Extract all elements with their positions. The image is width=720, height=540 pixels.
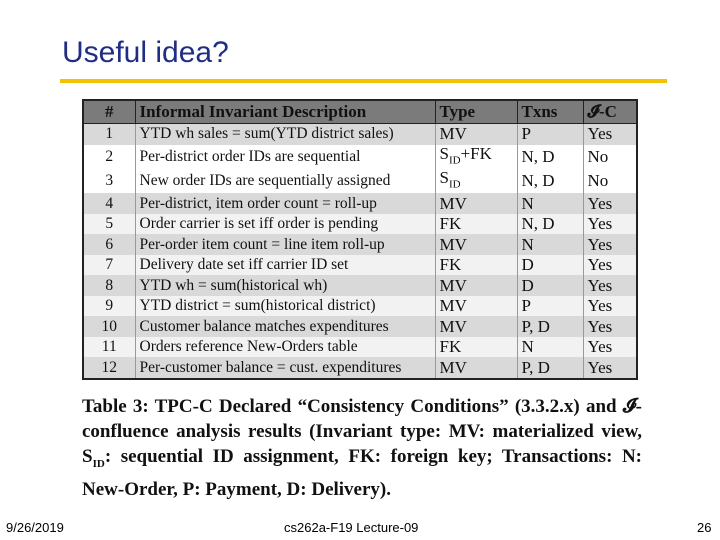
row-num: 6	[83, 234, 135, 255]
caption-ic-symbol: 𝓘	[622, 396, 636, 417]
row-num: 12	[83, 357, 135, 379]
row-txns: N	[517, 234, 583, 255]
row-ic: Yes	[583, 255, 637, 276]
row-ic: Yes	[583, 296, 637, 317]
footer-page-number: 26	[697, 520, 712, 535]
type-tail: +FK	[460, 144, 492, 163]
row-num: 7	[83, 255, 135, 276]
row-ic: Yes	[583, 275, 637, 296]
table-row	[83, 214, 637, 235]
table-row	[83, 145, 637, 169]
row-type	[435, 169, 517, 193]
caption-part-1: Table 3: TPC-C Declared “Consistency Conditions” (3.3.2.x) and	[82, 396, 623, 417]
header-description: Informal Invariant Description	[135, 100, 435, 124]
caption-sub: ID	[92, 457, 105, 470]
header-ic: 𝓘-C	[583, 100, 637, 124]
table-row	[83, 357, 637, 379]
row-description: YTD district = sum(historical district)	[135, 296, 435, 317]
row-num: 10	[83, 316, 135, 337]
row-type: MV	[435, 357, 517, 379]
row-num: 3	[83, 169, 135, 193]
row-txns: P, D	[517, 316, 583, 337]
row-type	[435, 145, 517, 169]
row-description: Customer balance matches expenditures	[135, 316, 435, 337]
row-txns: N, D	[517, 169, 583, 193]
table-row	[83, 255, 637, 276]
row-description: Order carrier is set iff order is pending	[135, 214, 435, 235]
row-txns: N	[517, 193, 583, 214]
row-type: MV	[435, 275, 517, 296]
type-main: S	[439, 144, 449, 163]
row-txns: P, D	[517, 357, 583, 379]
row-num: 11	[83, 337, 135, 358]
row-txns: P	[517, 296, 583, 317]
row-ic: Yes	[583, 357, 637, 379]
footer-date: 9/26/2019	[6, 520, 64, 535]
row-type: FK	[435, 337, 517, 358]
row-description: Per-district, item order count = roll-up	[135, 193, 435, 214]
row-ic: No	[583, 169, 637, 193]
row-type: MV	[435, 124, 517, 145]
table-row	[83, 275, 637, 296]
caption-part-3: : sequential ID assignment, FK: foreign key; Transactions: N: New-Order, P: Payment, D: Delivery).	[82, 446, 642, 500]
table-row	[83, 234, 637, 255]
row-num: 2	[83, 145, 135, 169]
row-ic: Yes	[583, 193, 637, 214]
row-ic: Yes	[583, 234, 637, 255]
type-main: S	[439, 168, 449, 187]
row-description: YTD wh sales = sum(YTD district sales)	[135, 124, 435, 145]
row-txns: N	[517, 337, 583, 358]
row-description: Per-order item count = line item roll-up	[135, 234, 435, 255]
table-header-row	[83, 100, 637, 124]
row-ic: Yes	[583, 316, 637, 337]
row-type: FK	[435, 255, 517, 276]
row-description: YTD wh = sum(historical wh)	[135, 275, 435, 296]
type-sub: ID	[448, 153, 461, 166]
row-type: FK	[435, 214, 517, 235]
caption-part-2: -confluence analysis results (Invariant type: MV: materialized view, S	[82, 396, 642, 467]
title-underline	[60, 79, 667, 83]
row-type: MV	[435, 316, 517, 337]
header-type: Type	[435, 100, 517, 124]
row-description: New order IDs are sequentially assigned	[135, 169, 435, 193]
slide-title: Useful idea?	[62, 36, 229, 69]
table-row	[83, 316, 637, 337]
table-row	[83, 193, 637, 214]
row-ic: No	[583, 145, 637, 169]
row-type: MV	[435, 296, 517, 317]
row-txns: N, D	[517, 214, 583, 235]
row-num: 8	[83, 275, 135, 296]
row-description: Per-customer balance = cust. expenditures	[135, 357, 435, 379]
header-num: #	[83, 100, 135, 124]
row-num: 5	[83, 214, 135, 235]
header-txns: Txns	[517, 100, 583, 124]
row-txns: P	[517, 124, 583, 145]
row-ic: Yes	[583, 124, 637, 145]
row-type: MV	[435, 193, 517, 214]
row-description: Delivery date set iff carrier ID set	[135, 255, 435, 276]
invariant-table-figure	[82, 99, 636, 380]
table-row	[83, 337, 637, 358]
row-num: 9	[83, 296, 135, 317]
table-row	[83, 169, 637, 193]
row-txns: N, D	[517, 145, 583, 169]
row-txns: D	[517, 275, 583, 296]
row-type: MV	[435, 234, 517, 255]
row-num: 4	[83, 193, 135, 214]
footer-course: cs262a-F19 Lecture-09	[284, 520, 419, 535]
table-row	[83, 124, 637, 145]
row-txns: D	[517, 255, 583, 276]
row-ic: Yes	[583, 214, 637, 235]
invariant-table	[82, 99, 638, 380]
table-row	[83, 296, 637, 317]
row-description: Orders reference New-Orders table	[135, 337, 435, 358]
type-sub: ID	[448, 178, 461, 191]
row-ic: Yes	[583, 337, 637, 358]
row-description: Per-district order IDs are sequential	[135, 145, 435, 169]
table-caption	[82, 394, 642, 502]
row-num: 1	[83, 124, 135, 145]
